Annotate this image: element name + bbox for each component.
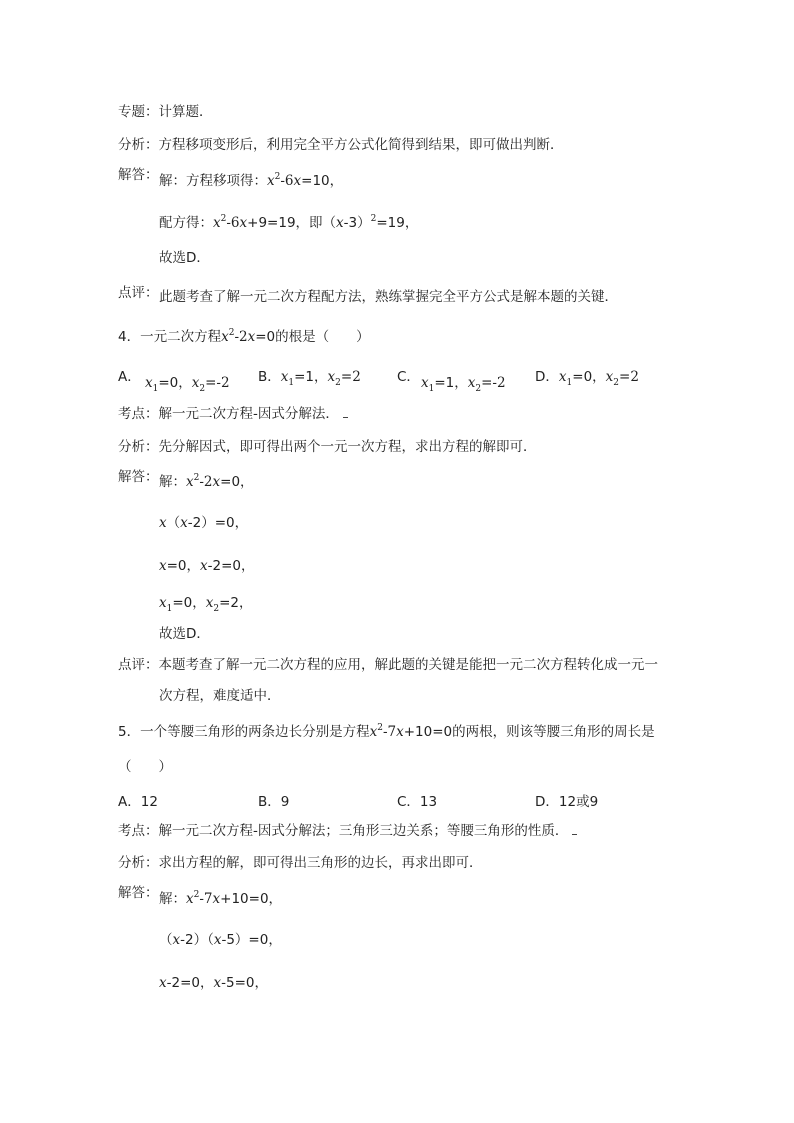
q3-answer-label (118, 166, 159, 184)
var-x: x (327, 369, 336, 385)
var-x: x (159, 975, 167, 991)
topic-label: 专题： (118, 104, 159, 120)
subscript: 2 (335, 378, 341, 388)
step-text: 配方得： (159, 215, 213, 231)
var-x: x (369, 724, 378, 740)
option-text: =-2 (205, 375, 230, 391)
option-text: D．12或9 (535, 794, 599, 810)
q4-answer-label (118, 468, 159, 486)
q5-analysis-line (118, 854, 483, 872)
var-x: x (467, 375, 476, 391)
q4-comment-line-1 (118, 656, 658, 674)
var-x: x (159, 558, 167, 574)
exponent: 2 (220, 214, 227, 224)
q3-analysis-line (118, 136, 564, 154)
step-text: 解： (159, 474, 186, 490)
comment-label: 点评： (118, 285, 159, 301)
step-text: 解：方程移项得： (159, 173, 267, 189)
option-label: D． (535, 369, 559, 385)
step-text: =0， (172, 595, 206, 611)
exponent: 2 (228, 328, 235, 338)
var-x: x (213, 932, 222, 948)
answer-label: 解答： (118, 167, 159, 183)
step-text: =19， (376, 215, 419, 231)
stem-text: 4．一元二次方程 (118, 329, 222, 345)
stem-text: （ ） (118, 759, 172, 775)
var-x: x (280, 369, 289, 385)
q3-comment (159, 288, 618, 306)
var-x: x (145, 375, 153, 391)
step-text: -7 (199, 891, 213, 907)
subscript: 2 (475, 384, 482, 394)
var-x: x (172, 932, 181, 948)
topic-text: 计算题． (158, 104, 213, 120)
var-x: x (191, 375, 200, 391)
comment-text: 次方程，难度适中． (159, 688, 281, 704)
exponent: 2 (370, 214, 377, 224)
point-text: 解一元二次方程-因式分解法；三角形三边关系；等腰三角形的性质． (158, 823, 569, 839)
comment-text: 本题考查了解一元二次方程的应用，解此题的关键是能把一元二次方程转化成一元一 (158, 657, 658, 673)
q3-comment-label (118, 284, 159, 302)
exponent: 2 (274, 172, 281, 182)
analysis-label: 分析： (118, 855, 159, 871)
q5-option-c (397, 790, 437, 810)
option-text: =1， (434, 375, 468, 391)
q4-option-c (397, 365, 420, 385)
option-text: =0， (572, 369, 606, 385)
step-text: -2=0， (166, 975, 214, 991)
var-x: x (293, 173, 302, 189)
subscript: 1 (288, 378, 295, 388)
option-text: B．9 (258, 794, 290, 810)
step-text: =2， (219, 595, 253, 611)
subscript: 1 (166, 604, 173, 614)
q4-option-a-value (145, 371, 230, 394)
step-text: -2）（ (180, 932, 214, 948)
var-x: x (221, 329, 229, 345)
q4-step-3 (159, 557, 255, 575)
underline-mark (572, 833, 577, 835)
q4-comment-line-2 (159, 687, 281, 705)
comment-text: 此题考查了解一元二次方程配方法，熟练掌握完全平方公式是解本题的关键． (159, 289, 618, 305)
q4-step-4 (159, 594, 253, 612)
var-x: x (239, 215, 248, 231)
var-x: x (186, 474, 194, 490)
step-text: +10=0， (220, 891, 283, 907)
var-x: x (159, 595, 167, 611)
analysis-text: 方程移项变形后，利用完全平方公式化简得到结果，即可做出判断． (158, 137, 564, 153)
step-text: -2=0， (207, 558, 255, 574)
q4-analysis-line (118, 438, 537, 456)
option-text: =2 (619, 369, 639, 385)
option-text: C．13 (397, 794, 438, 810)
stem-text: 5．一个等腰三角形的两条边长分别是方程 (118, 724, 370, 740)
step-text: -6 (280, 173, 294, 189)
var-x: x (186, 891, 194, 907)
var-x: x (212, 474, 221, 490)
q5-stem (118, 723, 655, 741)
var-x: x (267, 173, 275, 189)
q4-option-d (535, 365, 639, 388)
option-text: =-2 (481, 375, 506, 391)
step-text: =0， (220, 474, 254, 490)
underline-mark (343, 416, 348, 418)
q3-topic-line (118, 103, 213, 121)
q5-option-b (258, 790, 289, 810)
q5-point-line (118, 822, 577, 840)
step-text: （ (159, 932, 173, 948)
exponent: 2 (377, 723, 383, 733)
point-label: 考点： (118, 823, 159, 839)
option-text: =0， (158, 375, 192, 391)
subscript: 2 (613, 378, 620, 388)
q4-conclusion (159, 625, 210, 643)
var-x: x (336, 215, 344, 231)
subscript: 1 (152, 384, 159, 394)
conclusion-text: 故选D． (159, 250, 210, 266)
var-x: x (200, 558, 208, 574)
var-x: x (180, 515, 188, 531)
subscript: 2 (199, 384, 206, 394)
q4-option-a (118, 365, 141, 385)
point-text: 解一元二次方程-因式分解法． (158, 406, 339, 422)
analysis-label: 分析： (118, 137, 159, 153)
stem-text: -7 (382, 724, 397, 740)
stem-text: =0的根是（ ） (255, 329, 370, 345)
q3-step-1 (159, 172, 343, 190)
option-label: A． (118, 369, 141, 385)
q4-option-b (258, 365, 361, 388)
step-text: -2）=0， (187, 515, 249, 531)
var-x: x (212, 891, 221, 907)
var-x: x (213, 215, 221, 231)
option-text: A．12 (118, 794, 158, 810)
q5-option-a (118, 790, 158, 810)
q3-conclusion (159, 249, 210, 267)
option-label: C． (397, 369, 420, 385)
q4-option-c-value (421, 371, 506, 394)
point-label: 考点： (118, 406, 159, 422)
q5-stem-paren (118, 758, 172, 776)
step-text: （ (166, 515, 181, 531)
q4-stem (118, 328, 370, 346)
q3-step-2 (159, 214, 418, 232)
analysis-text: 先分解因式，即可得出两个一元一次方程，求出方程的解即可． (158, 439, 537, 455)
q5-option-d (535, 790, 598, 810)
q4-point-line (118, 405, 348, 423)
step-text: -5）=0， (221, 932, 282, 948)
step-text: -3） (343, 215, 371, 231)
exponent: 2 (193, 473, 200, 483)
stem-text: +10=0的两根，则该等腰三角形的周长是 (403, 724, 655, 740)
q5-step-1 (159, 890, 282, 908)
analysis-label: 分析： (118, 439, 159, 455)
q4-step-2 (159, 514, 248, 532)
subscript: 1 (428, 384, 435, 394)
exponent: 2 (193, 890, 200, 900)
step-text: -5=0， (221, 975, 268, 991)
subscript: 2 (213, 604, 220, 614)
var-x: x (213, 975, 222, 991)
step-text: =10， (301, 173, 344, 189)
var-x: x (421, 375, 429, 391)
option-label: B． (258, 369, 281, 385)
var-x: x (159, 515, 167, 531)
answer-label: 解答： (118, 885, 159, 901)
var-x: x (558, 369, 567, 385)
conclusion-text: 故选D． (159, 626, 210, 642)
q5-answer-label (118, 884, 159, 902)
var-x: x (605, 369, 614, 385)
step-text: -6 (226, 215, 240, 231)
step-text: -2 (199, 474, 213, 490)
answer-label: 解答： (118, 469, 159, 485)
step-text: +9=19，即（ (247, 215, 337, 231)
var-x: x (205, 595, 214, 611)
q5-step-3 (159, 974, 268, 992)
subscript: 1 (566, 378, 573, 388)
q5-step-2 (159, 931, 282, 949)
step-text: 解： (159, 891, 186, 907)
var-x: x (247, 329, 256, 345)
var-x: x (396, 724, 404, 740)
q4-step-1 (159, 473, 254, 491)
option-text: =1， (294, 369, 328, 385)
option-text: =2 (340, 369, 361, 385)
analysis-text: 求出方程的解，即可得出三角形的边长，再求出即可． (158, 855, 483, 871)
comment-label: 点评： (118, 657, 159, 673)
stem-text: -2 (234, 329, 248, 345)
step-text: =0， (166, 558, 201, 574)
